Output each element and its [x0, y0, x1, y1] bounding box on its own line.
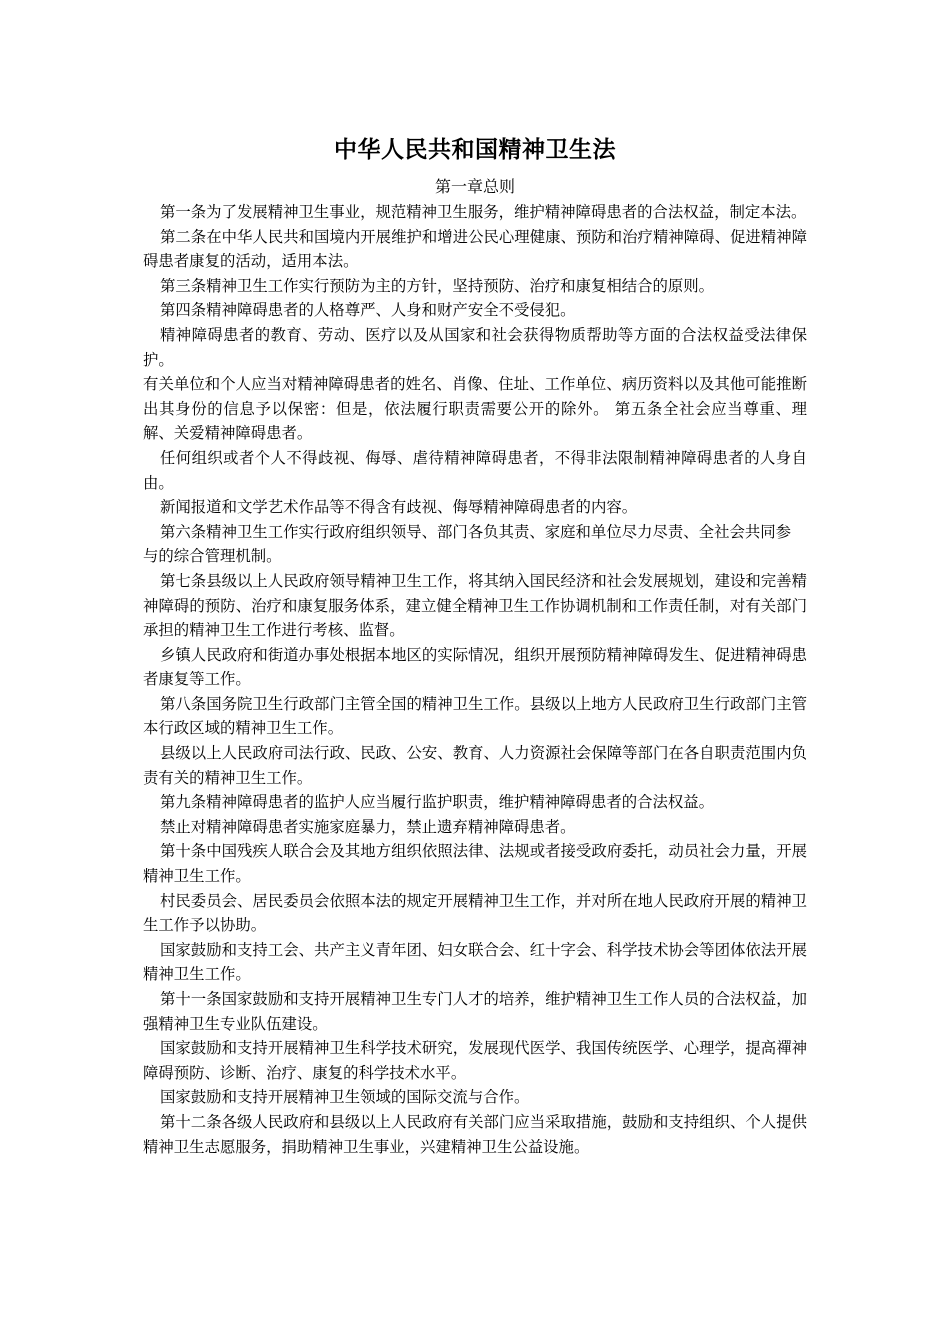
paragraph: 国家鼓励和支持工会、共产主义青年团、妇女联合会、红十字会、科学技术协会等团体依法开展精神卫生工作。 — [143, 940, 807, 984]
paragraph: 第二条在中华人民共和国境内开展维护和增进公民心理健康、预防和治疗精神障碍、促进精神障碍患者康复的活动，适用本法。 — [143, 227, 807, 271]
paragraph: 第十条中国残疾人联合会及其地方组织依照法律、法规或者接受政府委托，动员社会力量，开展精神卫生工作。 — [143, 842, 807, 886]
paragraph: 第八条国务院卫生行政部门主管全国的精神卫生工作。县级以上地方人民政府卫生行政部门主管本行政区域的精神卫生工作。 — [143, 694, 807, 738]
paragraph: 国家鼓励和支持开展精神卫生领域的国际交流与合作。 — [160, 1088, 530, 1107]
paragraph: 第一条为了发展精神卫生事业，规范精神卫生服务，维护精神障碍患者的合法权益，制定本法。 — [160, 203, 807, 221]
paragraph: 与的综合管理机制。 — [143, 547, 282, 566]
paragraph: 乡镇人民政府和街道办事处根据本地区的实际情况，组织开展预防精神障碍发生、促进精神碍患者康复等工作。 — [143, 645, 807, 689]
paragraph: 国家鼓励和支持开展精神卫生科学技术研究，发展现代医学、我国传统医学、心理学，提高禪神障碍预防、诊断、治疗、康复的科学技术水平。 — [143, 1039, 807, 1082]
paragraph: 有关单位和个人应当对精神障碍患者的姓名、肖像、住址、工作单位、病历资料以及其他可能推断出其身份的信息予以保密：但是，依法履行职责需要公开的除外。 第五条全社会应当尊重、理解、关爱精神障碍患者。 — [143, 375, 807, 443]
paragraph: 第三条精神卫生工作实行预防为主的方针，坚持预防、治疗和康复相结合的原则。 — [160, 276, 715, 295]
paragraph: 第四条精神障碍患者的人格尊严、人身和财产安全不受侵犯。 — [160, 301, 576, 320]
paragraph: 第七条县级以上人民政府领导精神卫生工作，将其纳入国民经济和社会发展规划，建设和完善精神障碍的预防、治疗和康复服务体系，建立健全精神卫生工作协调机制和工作责任制，对有关部门承担的精神卫生工作进行考核、监督。 — [143, 571, 807, 640]
paragraph: 第六条精神卫生工作实行政府组织领导、部门各负其责、家庭和单位尽力尽责、全社会共同参 — [160, 522, 792, 541]
chapter-heading: 第一章总则 — [434, 177, 515, 196]
document-title: 中华人民共和国精神卫生法 — [334, 137, 616, 163]
paragraph: 第十一条国家鼓励和支持开展精神卫生专门人才的培养，维护精神卫生工作人员的合法权益，加强精神卫生专业队伍建设。 — [143, 990, 807, 1033]
paragraph: 新闻报道和文学艺术作品等不得含有歧视、侮辱精神障碍患者的内容。 — [160, 498, 638, 517]
paragraph: 精神障碍患者的教育、劳动、医疗以及从国家和社会获得物质帮助等方面的合法权益受法律保护。 — [143, 325, 807, 369]
document-body — [143, 200, 807, 1159]
paragraph: 任何组织或者个人不得歧视、侮辱、虐待精神障碍患者，不得非法限制精神障碍患者的人身自由。 — [143, 448, 807, 492]
paragraph: 村民委员会、居民委员会依照本法的规定开展精神卫生工作，并对所在地人民政府开展的精神卫生工作予以协助。 — [143, 891, 807, 935]
paragraph: 县级以上人民政府司法行政、民政、公安、教育、人力资源社会保障等部门在各自职责范围内负责有关的精神卫生工作。 — [143, 744, 807, 787]
paragraph: 禁止对精神障碍患者实施家庭暴力，禁止遗弃精神障碍患者。 — [160, 817, 576, 836]
paragraph: 第十二条各级人民政府和县级以上人民政府有关部门应当采取措施，鼓励和支持组织、个人提供精神卫生志愿服务，捐助精神卫生事业，兴建精神卫生公益设施。 — [143, 1112, 807, 1156]
paragraph: 第九条精神障碍患者的监护人应当履行监护职责，维护精神障碍患者的合法权益。 — [160, 793, 715, 812]
